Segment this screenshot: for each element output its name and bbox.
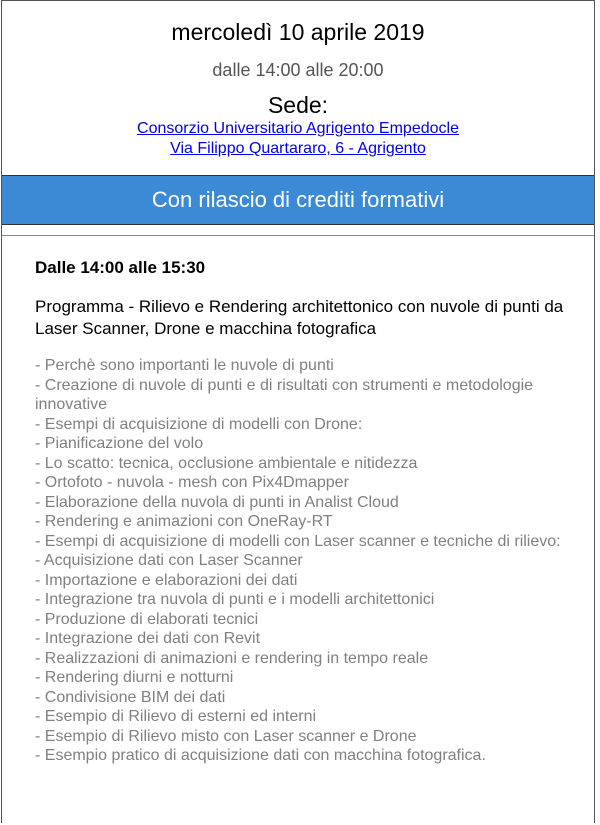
program-item: - Produzione di elaborati tecnici <box>35 610 259 628</box>
section-divider <box>2 235 594 236</box>
program-item: - Importazione e elaborazioni dei dati <box>35 571 298 589</box>
program-item: - Integrazione tra nuvola di punti e i modelli architettonici <box>35 591 435 608</box>
program-item: - Esempio di Rilievo misto con Laser scanner e Drone <box>35 727 417 745</box>
session-content <box>35 257 565 766</box>
program-item: - Ortofoto - nuvola - mesh con Pix4Dmapper <box>35 474 349 491</box>
program-item: - Integrazione dei dati con Revit <box>35 630 261 647</box>
program-item: - Realizzazioni di animazioni e rendering in tempo reale <box>35 649 429 667</box>
program-item: - Elaborazione della nuvola di punti in Analist Cloud <box>35 493 399 511</box>
session-time-slot: Dalle 14:00 alle 15:30 <box>35 258 206 277</box>
program-title: Programma - Rilievo e Rendering architettonico con nuvole di punti da Laser Scanner, Drone e macchina fotografica <box>35 297 564 338</box>
credits-banner: Con rilascio di crediti formativi <box>2 175 594 225</box>
page-frame <box>1 0 595 823</box>
program-item: - Lo scatto: tecnica, occlusione ambientale e nitidezza <box>35 454 418 472</box>
program-item: - Pianificazione del volo <box>35 435 204 452</box>
program-item: - Rendering diurni e notturni <box>35 669 234 686</box>
program-item: - Esempi di acquisizione di modelli con Laser scanner e tecniche di rilievo: <box>35 532 561 550</box>
event-date: mercoledì 10 aprile 2019 <box>171 19 425 45</box>
program-item: - Esempio pratico di acquisizione dati con macchina fotografica. <box>35 747 486 764</box>
program-item: - Rendering e animazioni con OneRay-RT <box>35 513 333 530</box>
program-item: - Esempio di Rilievo di esterni ed interni <box>35 708 317 725</box>
program-item: - Esempi di acquisizione di modelli con Drone: <box>35 415 363 433</box>
program-item: - Perchè sono importanti le nuvole di punti <box>35 357 334 374</box>
venue-label: Sede: <box>267 92 329 118</box>
venue-name-link[interactable]: Consorzio Universitario Agrigento Empedocle <box>137 120 459 137</box>
program-item: - Acquisizione dati con Laser Scanner <box>35 552 303 569</box>
program-items-list <box>35 356 565 766</box>
event-header <box>2 1 594 159</box>
venue-address-link[interactable]: Via Filippo Quartararo, 6 - Agrigento <box>170 140 426 157</box>
event-time: dalle 14:00 alle 20:00 <box>212 60 384 80</box>
program-item: - Creazione di nuvole di punti e di risultati con strumenti e metodologie innovative <box>35 376 534 413</box>
program-item: - Condivisione BIM dei dati <box>35 688 226 706</box>
